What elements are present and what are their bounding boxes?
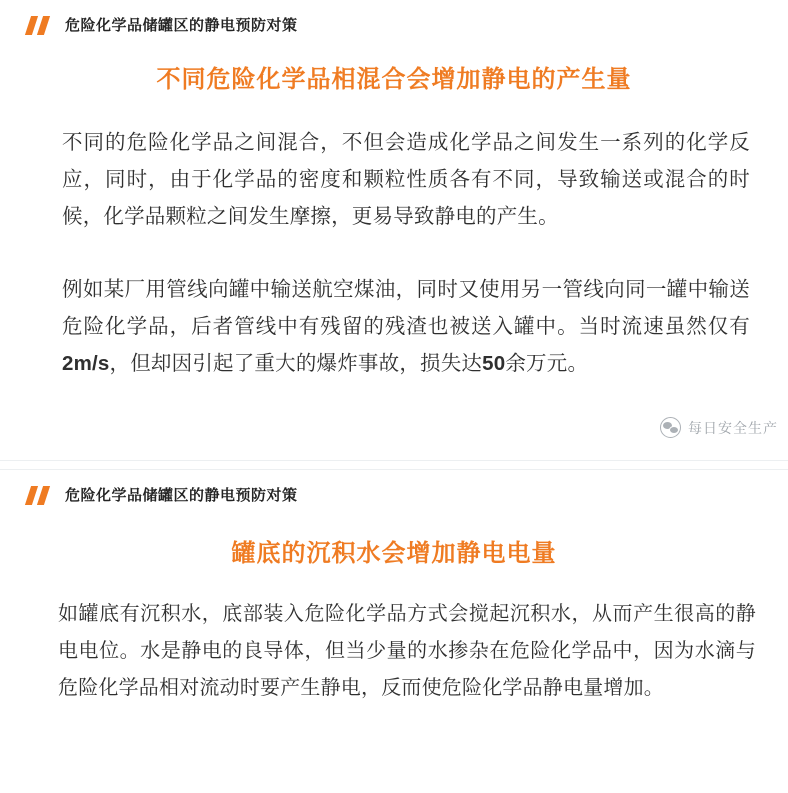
wechat-account-name: 每日安全生产 (688, 419, 778, 436)
slide-2-body (0, 596, 788, 707)
slide-1-paragraph-1: 不同的危险化学品之间混合，不但会造成化学品之间发生一系列的化学反应，同时，由于化学品的密度和颗粒性质各有不同，导致输送或混合的时候，化学品颗粒之间发生摩擦，更易导致静电的产生。 (62, 131, 750, 228)
double-slash-icon (26, 486, 56, 505)
slide-2-header-title: 危险化学品储罐区的静电预防对策 (65, 487, 298, 504)
slide-2-paragraph-1: 如罐底有沉积水，底部装入危险化学品方式会搅起沉积水，从而产生很高的静电电位。水是静电的良导体，但当少量的水掺杂在危险化学品中，因为水滴与危险化学品相对流动时要产生静电，反而使危险化学品静电量增加。 (58, 603, 756, 699)
slide-divider (0, 460, 788, 470)
slide-1-header (0, 0, 788, 35)
slide-2-title: 罐底的沉积水会增加静电电量 (231, 540, 557, 567)
slide-2 (0, 470, 788, 793)
slide-1-header-title: 危险化学品储罐区的静电预防对策 (65, 17, 298, 34)
wechat-follow-badge (660, 417, 778, 438)
slide-1-title: 不同危险化学品相混合会增加静电的产生量 (156, 66, 632, 93)
wechat-icon (660, 417, 681, 438)
slide-1-body (0, 124, 788, 382)
double-slash-icon (26, 16, 56, 35)
slide-2-header (0, 470, 788, 505)
slide-1-paragraph-2: 例如某厂用管线向罐中输送航空煤油，同时又使用另一管线向同一罐中输送危险化学品，后者管线中有残留的残渣也被送入罐中。当时流速虽然仅有2m/s，但却因引起了重大的爆炸事故，损失达50余万元。 (62, 278, 750, 375)
